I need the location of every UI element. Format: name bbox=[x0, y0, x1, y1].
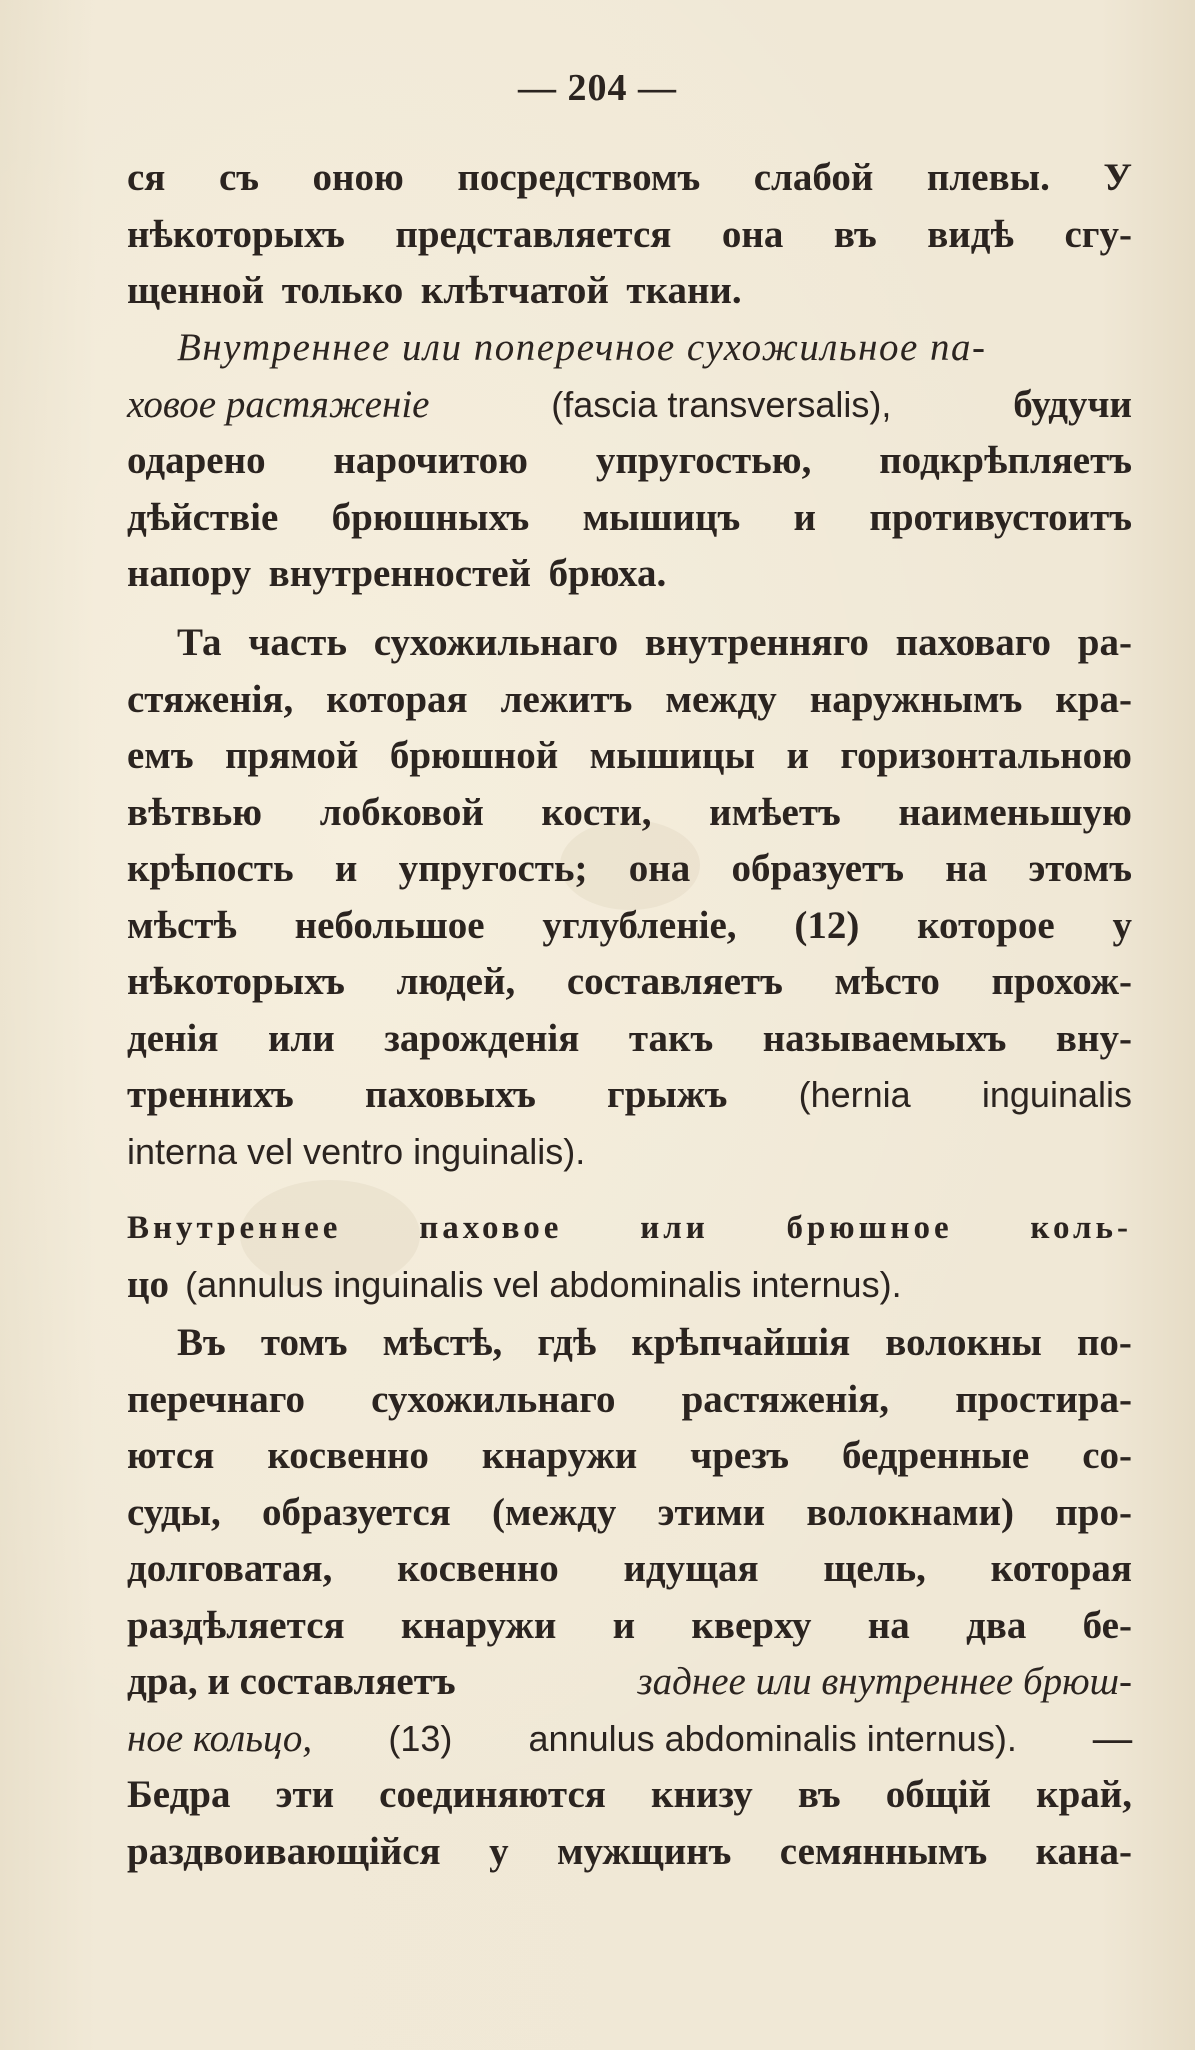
text-line: денія или зарожденія такъ называемыхъ вну- bbox=[127, 1016, 1132, 1060]
text-line: мѣстѣ небольшое углубленіе, (12) которое у bbox=[127, 903, 1132, 947]
text-line: ются косвенно кнаружи чрезъ бедренные со- bbox=[127, 1434, 1132, 1477]
text-line: стяженія, которая лежитъ между наружнымъ кра- bbox=[127, 677, 1132, 721]
text-line: нѣкоторыхъ представляется она въ видѣ сгу- bbox=[127, 212, 1132, 256]
section-heading bbox=[127, 1200, 1132, 1313]
text-line: раздвоивающійся у мужщинъ семяннымъ кана- bbox=[127, 1829, 1132, 1873]
text-line: ное кольцо, (13) annulus abdominalis internus). — bbox=[127, 1716, 1132, 1760]
text-line: долговатая, косвенно идущая щель, которая bbox=[127, 1547, 1132, 1590]
text-line: нѣкоторыхъ людей, составляетъ мѣсто прохож- bbox=[127, 960, 1132, 1003]
text-line: раздѣляется кнаружи и кверху на два бе- bbox=[127, 1603, 1132, 1647]
text-line: напору внутренностей брюха. bbox=[127, 552, 667, 595]
text-line: interna vel ventro inguinalis). bbox=[127, 1130, 586, 1172]
paragraph-2 bbox=[127, 320, 1132, 603]
text-line: Бедра эти соединяются книзу въ общій край, bbox=[127, 1773, 1132, 1816]
text-line: щенной только клѣтчатой ткани. bbox=[127, 269, 742, 312]
paragraph-1 bbox=[127, 150, 1132, 320]
text-line: Та часть сухожильнаго внутренняго паховаго ра- bbox=[177, 621, 1132, 664]
text-line: Въ томъ мѣстѣ, гдѣ крѣпчайшія волокны по- bbox=[177, 1321, 1132, 1364]
text-line: крѣпость и упругость; она образуетъ на этомъ bbox=[127, 847, 1132, 890]
text-line: емъ прямой брюшной мышицы и горизонтальною bbox=[127, 734, 1132, 777]
text-line: ховое растяженіе (fascia transversalis), будучи bbox=[127, 382, 1132, 426]
text-line: дѣйствіе брюшныхъ мышицъ и противустоитъ bbox=[127, 495, 1132, 539]
heading-line: Внутреннее паховое или брюшное коль- bbox=[127, 1210, 1132, 1246]
text-line: перечнаго сухожильнаго растяженія, простира- bbox=[127, 1377, 1132, 1421]
text-line: вѣтвью лобковой кости, имѣетъ наименьшую bbox=[127, 790, 1132, 834]
text-line: суды, образуется (между этими волокнами) про- bbox=[127, 1490, 1132, 1534]
page-number: — 204 — bbox=[518, 67, 677, 109]
text-line: дра, и составляетъ заднее или внутреннее брюш- bbox=[127, 1660, 1132, 1703]
paragraph-4 bbox=[127, 1315, 1132, 1880]
text-line: Внутреннее или поперечное сухожильное па- bbox=[177, 326, 987, 369]
heading-line: цо (annulus inguinalis vel abdominalis internus). bbox=[127, 1262, 902, 1306]
text-line: одарено нарочитою упругостью, подкрѣпляетъ bbox=[127, 439, 1132, 482]
text-line: ся съ оною посредствомъ слабой плевы. У bbox=[127, 156, 1132, 199]
paragraph-3 bbox=[127, 615, 1132, 1180]
text-line: треннихъ паховыхъ грыжъ (hernia inguinalis bbox=[127, 1073, 1132, 1116]
